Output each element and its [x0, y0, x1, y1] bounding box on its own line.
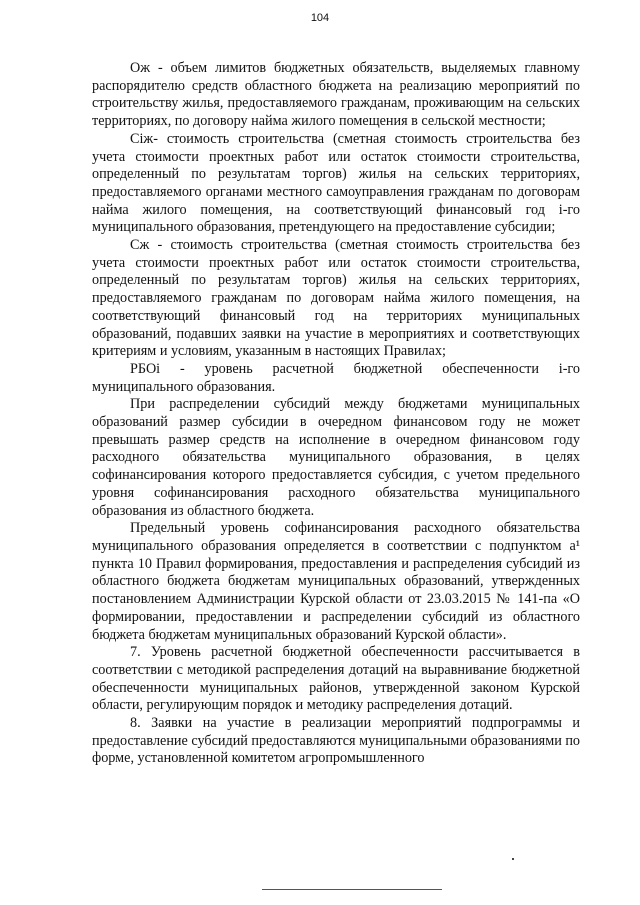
paragraph-rboi-definition: РБОi - уровень расчетной бюджетной обеспеченности i-го муниципального образования.	[92, 360, 580, 395]
footer-rule	[262, 889, 442, 890]
document-body	[92, 60, 580, 768]
scan-dot	[512, 858, 514, 860]
paragraph-item-8: 8. Заявки на участие в реализации мероприятий подпрограммы и предоставление субсидий предоставляются муниципальными образованиями по форме, установленной комитетом агропромышленного	[92, 715, 581, 767]
paragraph-oj-definition: Ож - объем лимитов бюджетных обязательств, выделяемых главному распорядителю средств областного бюджета на реализацию мероприятий по строительству жилья, предоставляемого гражданам, проживающим на сельских территориях, по договору найма жилого помещения в сельской местности;	[92, 60, 580, 130]
page-number: 104	[310, 12, 330, 24]
paragraph-item-7: 7. Уровень расчетной бюджетной обеспеченности рассчитывается в соответствии с методикой распределения дотаций на выравнивание бюджетной обеспеченности муниципальных районов, утвержденной законом Курской области, регулирующим порядок и методику распределения дотаций.	[92, 644, 580, 714]
paragraph-cj-definition: Сж - стоимость строительства (сметная стоимость строительства без учета стоимости проектных работ или остаток стоимости строительства, определенный по результатам торгов) жилья на сельских территориях, предоставляемого гражданам по договорам найма жилого помещения, на соответствующий финансовый год на территориях муниципальных образований, подавших заявки на участие в мероприятиях и соответствующих критериям и условиям, указанным в настоящих Правилах;	[92, 237, 580, 360]
paragraph-cij-definition: Сiж- стоимость строительства (сметная стоимость строительства без учета стоимости проектных работ или остаток стоимости строительства, определенный по результатам торгов) жилья на сельских территориях, предоставляемого органами местного самоуправления гражданам по договорам найма жилого помещения, на соответствующий финансовый год i-го муниципального образования, претендующего на предоставление субсидии;	[92, 130, 580, 236]
paragraph-cofinancing-level: Предельный уровень софинансирования расходного обязательства муниципального образования определяется в соответствии с подпунктом а¹ пункта 10 Правил формирования, предоставления и распределения субсидий из областного бюджета бюджетам муниципальных образований, утвержденных постановлением Администрации Курской области от 23.03.2015 № 141-па «О формировании, предоставлении и распределении субсидий из областного бюджета бюджетам муниципальных образований Курской области».	[92, 520, 580, 643]
paragraph-subsidy-distribution: При распределении субсидий между бюджетами муниципальных образований размер субсидии в очередном финансовом году не может превышать размер средств на исполнение в очередном финансовом году расходного обязательства муниципального образования, в целях софинансирования которого предоставляется субсидия, с учетом предельного уровня софинансирования расходного обязательства муниципального образования из областного бюджета.	[92, 396, 580, 519]
